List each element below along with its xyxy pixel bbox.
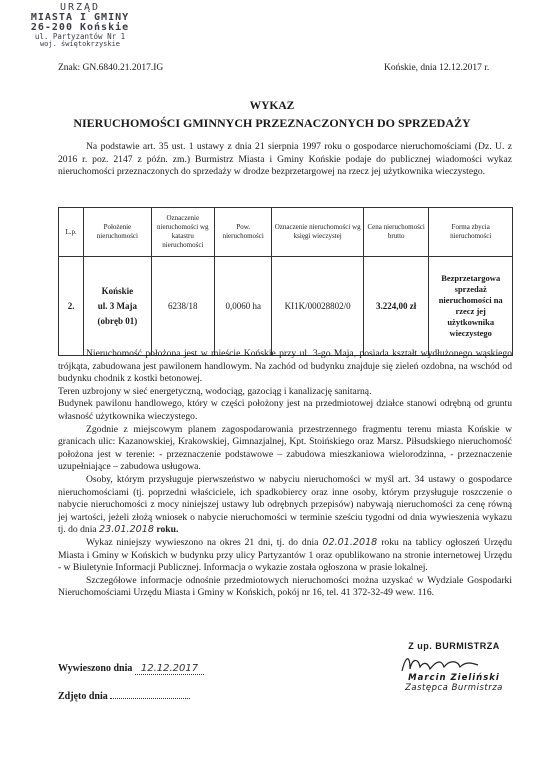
stamp-line-4: ul. Partyzantów Nr 1 <box>34 32 126 41</box>
paragraph-zoning: Zgodnie z miejscowym planem zagospodarowania przestrzennego fragmentu terenu miasta Końskie w granicach ulic: Kazanowskiej, Krakowskiej, Gimnazjalnej, Kpt. Stoińskiego oraz Marsz. Piłsudskiego nieruchomość położona jest w terenie: - przeznaczenie podstawowe – zabudowa mieszkaniowa wielorodzinna, - przeznaczenie uzupełniające – zabudowa usługowa. <box>58 423 512 473</box>
title-line-1: WYKAZ <box>249 100 295 112</box>
intro-paragraph <box>58 141 512 179</box>
header-location: Położenie nieruchomości <box>84 208 151 257</box>
cell-land-register: KI1K/00028802/0 <box>272 257 364 356</box>
header-price: Cena nieruchomości brutto <box>363 208 428 257</box>
removed-date-line <box>58 688 190 702</box>
cell-area: 0,0060 ha <box>215 257 272 356</box>
location-city: Końskie <box>101 285 134 296</box>
stamp-line-3: 26-200 Końskie <box>30 22 130 33</box>
table-row <box>59 257 513 356</box>
cell-price: 3.224,00 zł <box>363 257 428 356</box>
paragraph-priority <box>58 474 512 537</box>
reference-number: Znak: GN.6840.21.2017.IG <box>58 63 164 73</box>
signatory-name: Marcin Zieliński <box>408 673 500 683</box>
signatory-role: Zastępca Burmistrza <box>405 683 503 693</box>
removed-date-blank <box>110 688 190 699</box>
handwritten-signature <box>398 653 488 675</box>
paragraph-posting <box>58 537 512 575</box>
posted-date-handwritten: 12.12.2017 <box>135 663 204 675</box>
priority-end: roku. <box>156 524 179 536</box>
priority-deadline-handwritten: 23.01.2018 <box>99 524 154 536</box>
paragraph-building: Budynek pawilonu handlowego, który w części położony jest na przedmiotowej działce stanowi odrębną od gruntu własność użytkownika wieczystego. <box>58 398 512 422</box>
posted-date-line <box>58 663 204 674</box>
title-line-2: NIERUCHOMOŚCI GMINNYCH PRZEZNACZONYCH DO SPRZEDAŻY <box>73 116 471 130</box>
table-header-row <box>59 208 513 257</box>
posting-deadline-handwritten: 02.01.2018 <box>322 536 378 548</box>
priority-text: Osoby, którym przysługuje pierwszeństwo w nabyciu nieruchomości w myśl art. 34 ustawy o gospodarce nieruchomościami (tj. poprzedni właściciele, ich spadkobiercy oraz inne osoby, którym przysługuje roszczenie o nabycie nieruchomości z mocy niniejszej ustawy lub odrębnych przepisów) nabywają nieruchomości za cenę równą jej wartości, jeżeli złożą wniosek o nabycie nieruchomości w terminie sześciu tygodni od dnia wywieszenia wykazu tj. do dnia <box>58 473 512 536</box>
signature-authority: Z up. BURMISTRZA <box>408 641 500 651</box>
cell-parcel: 6238/18 <box>151 257 214 356</box>
paragraph-utilities: Teren uzbrojony w sieć energetyczną, wodociąg, gazociąg i kanalizację sanitarną. <box>58 385 372 397</box>
location-street: ul. 3 Maja <box>97 300 137 311</box>
location-precinct: (obręb 01) <box>97 315 138 326</box>
paragraph-contact: Szczegółowe informacje odnośnie przedmiotowych nieruchomości można uzyskać w Wydziale Gospodarki Nieruchomościami Urzędu Miasta i Gminy w Końskich, pokój nr 16, tel. 41 372-32-49 wew. 116. <box>58 574 512 599</box>
intro-text: Na podstawie art. 35 ust. 1 ustawy z dnia 21 sierpnia 1997 roku o gospodarce nieruchomościami (Dz. U. z 2016 r. poz. 2147 z późn. zm.) Burmistrz Miasta i Gminy Końskie podaje do publicznej wiadomości wykaz nieruchomości przeznaczonych do sprzedaży w drodze bezprzetargowej na rzecz jej użytkownika wieczystego. <box>58 141 512 178</box>
cell-location <box>84 257 151 356</box>
paragraph-location: Nieruchomość położona jest w mieście Końskie przy ul. 3-go Maja, posiada kształt wydłużonego wąskiego trójkąta, zabudowana jest pawilonem handlowym. Na zachód od budynku znajduje się zieleń ozdobna, na wschód od budynku chodnik z kostki betonowej. <box>58 348 512 385</box>
header-area: Pow. nieruchomości <box>215 208 272 257</box>
signature-block <box>384 641 524 693</box>
stamp-line-2: MIASTA I GMINY <box>30 12 130 23</box>
cell-sale-form: Bezprzetargowa sprzedaż nieruchomości na rzecz jej użytkownika wieczystego <box>429 257 513 356</box>
removed-label: Zdjęto dnia <box>58 691 108 702</box>
header-cadastre: Oznaczenie nieruchomości wg katastru nieruchomości <box>151 208 214 257</box>
office-stamp <box>26 3 134 48</box>
document-date: Końskie, dnia 12.12.2017 r. <box>384 63 490 73</box>
description-block <box>58 348 512 600</box>
header-lp: L.p. <box>59 208 84 257</box>
posted-label: Wywieszono dnia <box>58 663 133 674</box>
cell-lp: 2. <box>59 257 84 356</box>
property-table <box>58 207 513 356</box>
posting-text-a: Wykaz niniejszy wywieszono na okres 21 dni, tj. do dnia <box>86 536 319 548</box>
header-sale-form: Forma zbycia nieruchomości <box>429 208 513 257</box>
stamp-line-5: woj. świętokrzyskie <box>39 39 121 48</box>
posting-text-b: roku na tablicy ogłoszeń Urzędu Miasta i Gminy w Końskich w budynku przy ulicy Partyzantów 1 oraz opublikowano na stronie internetowej Urzędu - w Biuletynie Informacji Publicznej. Informacja o wykazie została ogłoszona w prasie lokalnej. <box>58 536 513 574</box>
stamp-line-1: URZĄD <box>59 2 101 13</box>
header-land-register: Oznaczenie nieruchomości wg księgi wieczystej <box>272 208 364 257</box>
